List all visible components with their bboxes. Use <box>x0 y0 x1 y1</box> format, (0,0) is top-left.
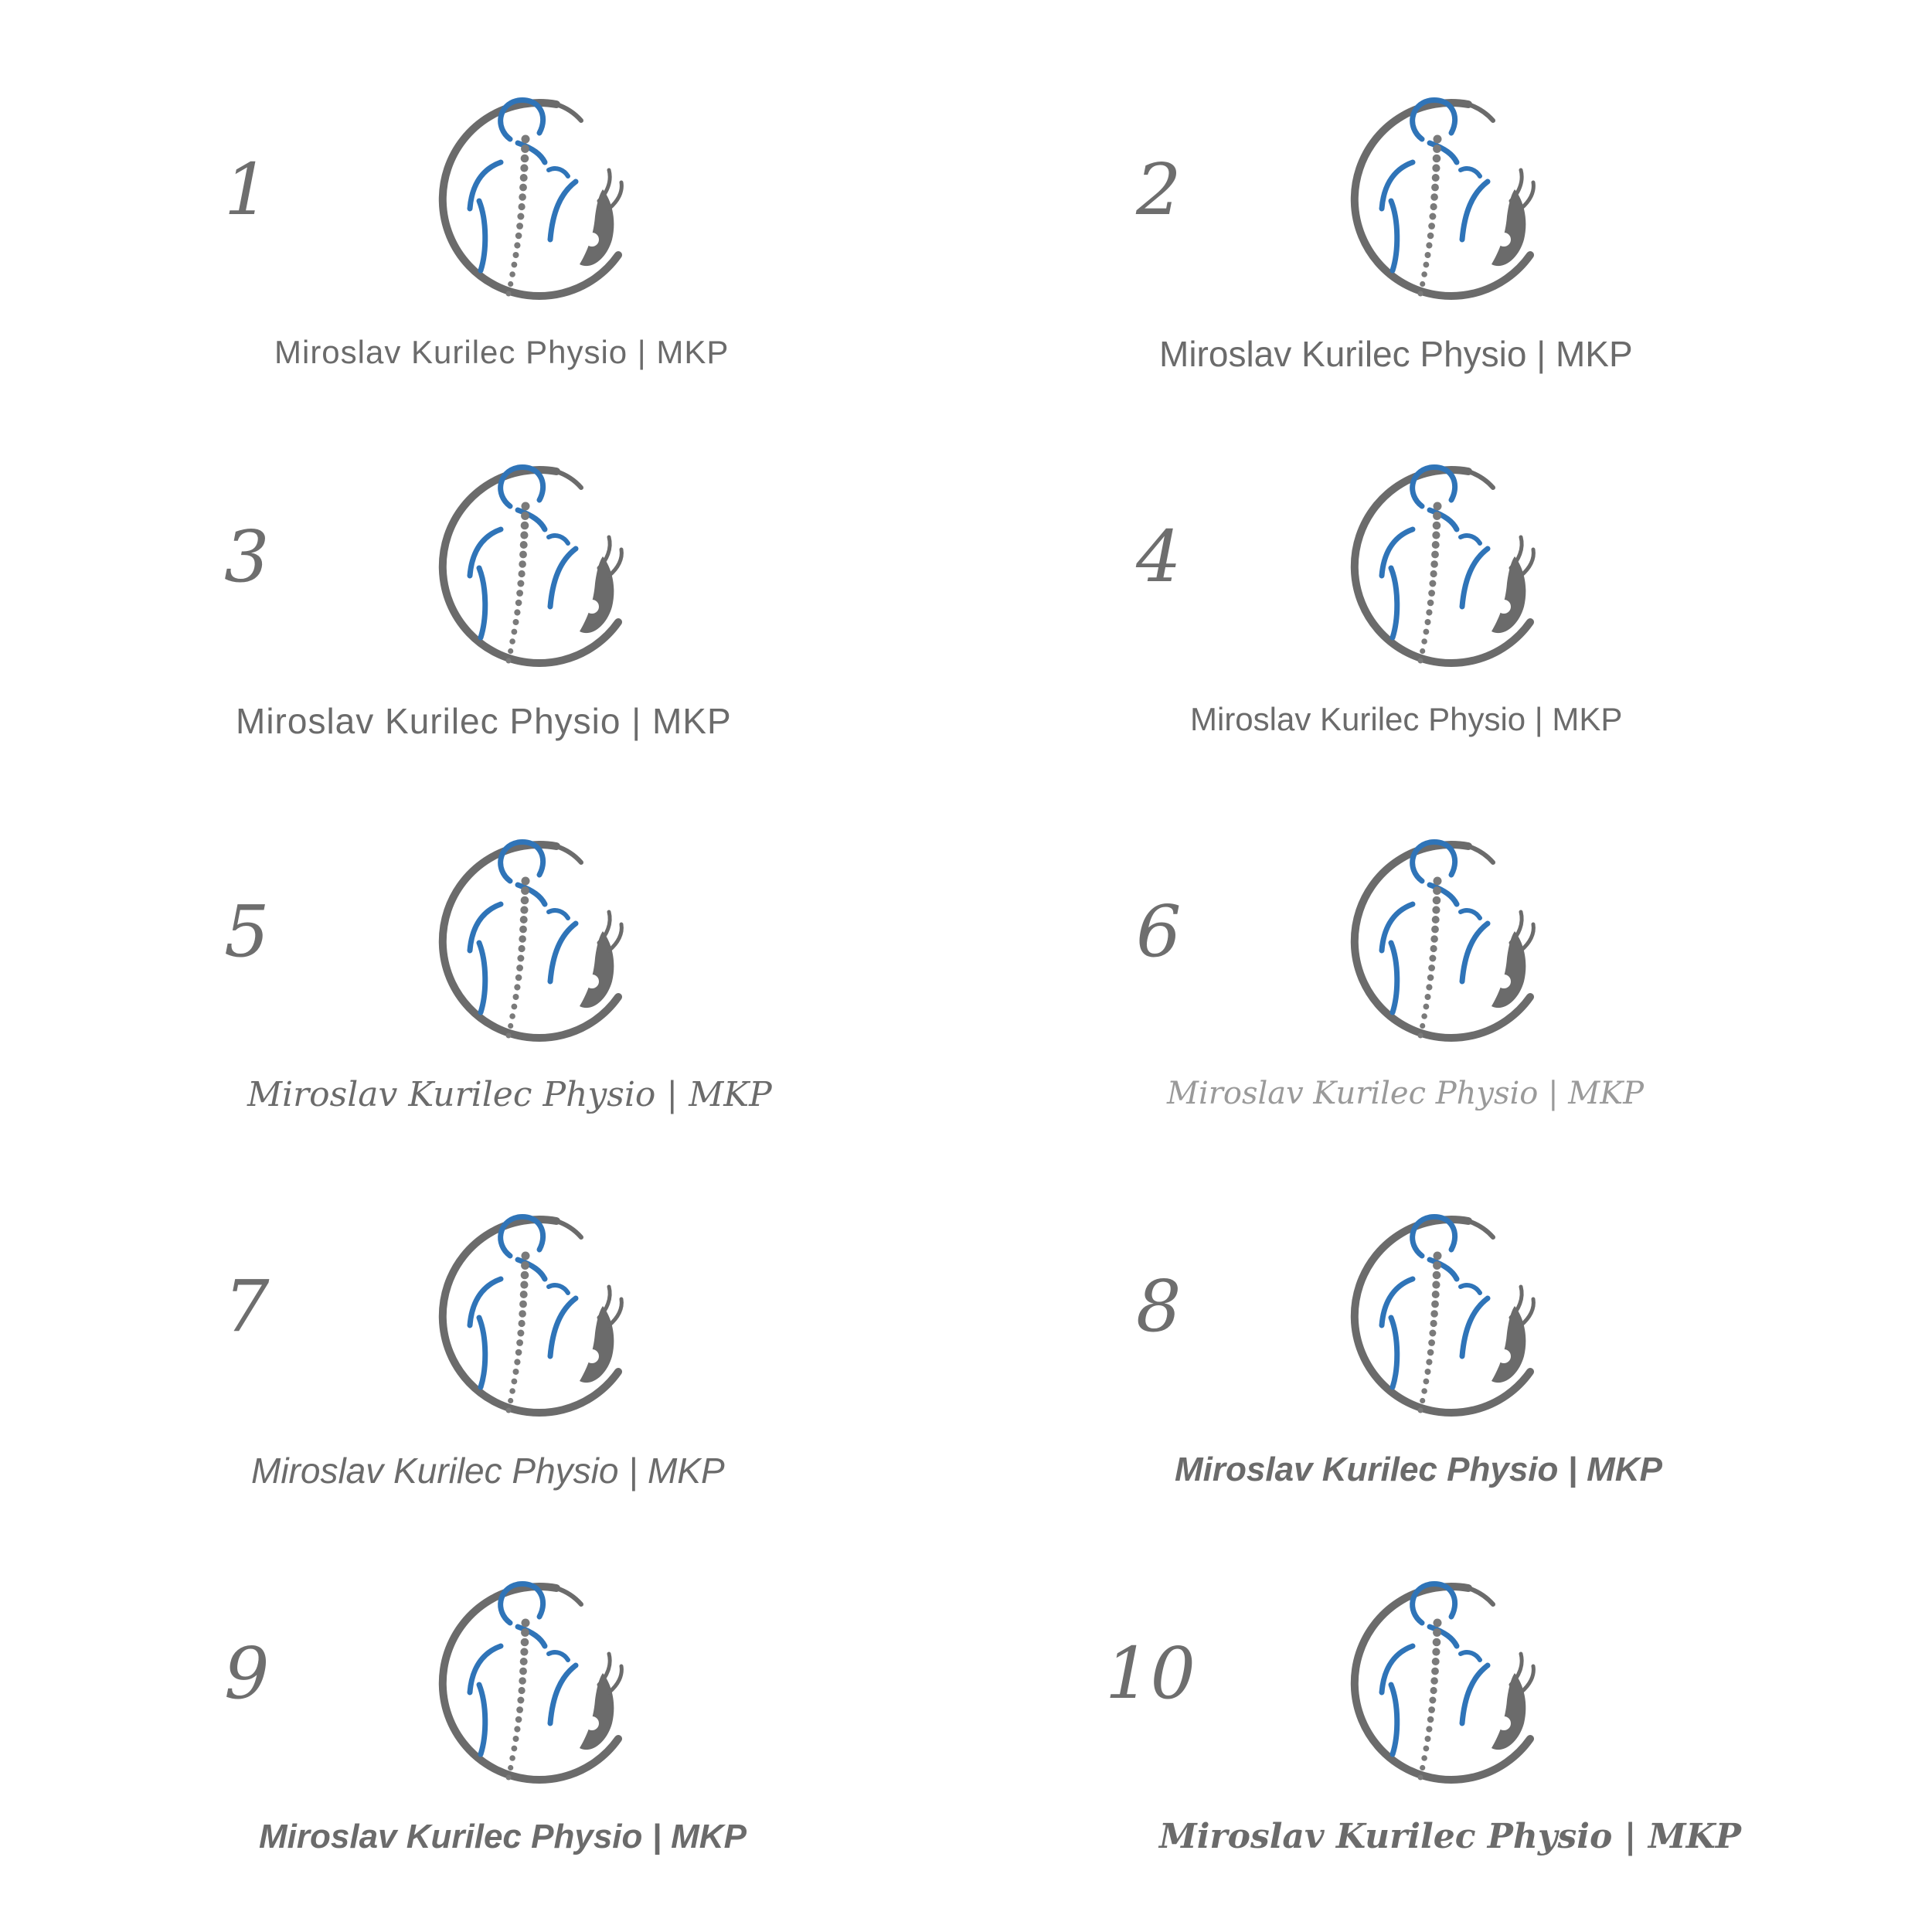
variant-caption: Miroslav Kurilec Physio | MKP <box>259 1818 747 1855</box>
variant-9 <box>224 1569 1074 1893</box>
physio-logo-icon <box>410 85 641 317</box>
physio-logo-icon <box>410 1202 641 1434</box>
variant-8 <box>1136 1202 1932 1526</box>
variant-caption: Miroslav Kurilec Physio | MKP <box>251 1451 725 1491</box>
variant-number: 6 <box>1136 890 1182 973</box>
variant-5 <box>224 827 1074 1151</box>
physio-logo-icon <box>1321 85 1553 317</box>
variant-caption: Miroslav Kurilec Physio | MKP <box>1190 701 1623 737</box>
variant-number: 10 <box>1105 1632 1196 1715</box>
variant-caption: Miroslav Kurilec Physio | MKP <box>1175 1451 1662 1488</box>
variant-number: 8 <box>1136 1265 1182 1348</box>
physio-logo-icon <box>1321 1202 1553 1434</box>
physio-logo-icon <box>1321 1569 1553 1801</box>
variant-10 <box>1105 1569 1932 1893</box>
variant-1 <box>224 85 1074 410</box>
variant-caption: Miroslav Kurilec Physio | MKP <box>1159 334 1633 374</box>
variant-number: 7 <box>224 1265 270 1348</box>
variant-number: 9 <box>224 1632 270 1715</box>
physio-logo-icon <box>410 1569 641 1801</box>
variant-caption: Miroslav Kurilec Physio | MKP <box>1167 1076 1645 1111</box>
physio-logo-icon <box>1321 827 1553 1059</box>
variant-number: 5 <box>224 890 270 973</box>
variant-4 <box>1136 452 1932 777</box>
variant-7 <box>224 1202 1074 1526</box>
physio-logo-icon <box>1321 452 1553 684</box>
variant-caption: Miroslav Kurilec Physio | MKP <box>247 1075 772 1114</box>
variant-number: 2 <box>1136 148 1182 231</box>
physio-logo-icon <box>410 452 641 684</box>
variant-caption: Miroslav Kurilec Physio | MKP <box>1159 1817 1741 1856</box>
variant-number: 4 <box>1136 515 1182 598</box>
variant-number: 1 <box>224 148 270 231</box>
variant-3 <box>224 452 1074 777</box>
variant-2 <box>1136 85 1932 410</box>
variant-6 <box>1136 827 1932 1151</box>
variant-number: 3 <box>224 515 270 598</box>
physio-logo-icon <box>410 827 641 1059</box>
variant-caption: Miroslav Kurilec Physio | MKP <box>236 701 732 741</box>
variant-caption: Miroslav Kurilec Physio | MKP <box>274 334 730 370</box>
